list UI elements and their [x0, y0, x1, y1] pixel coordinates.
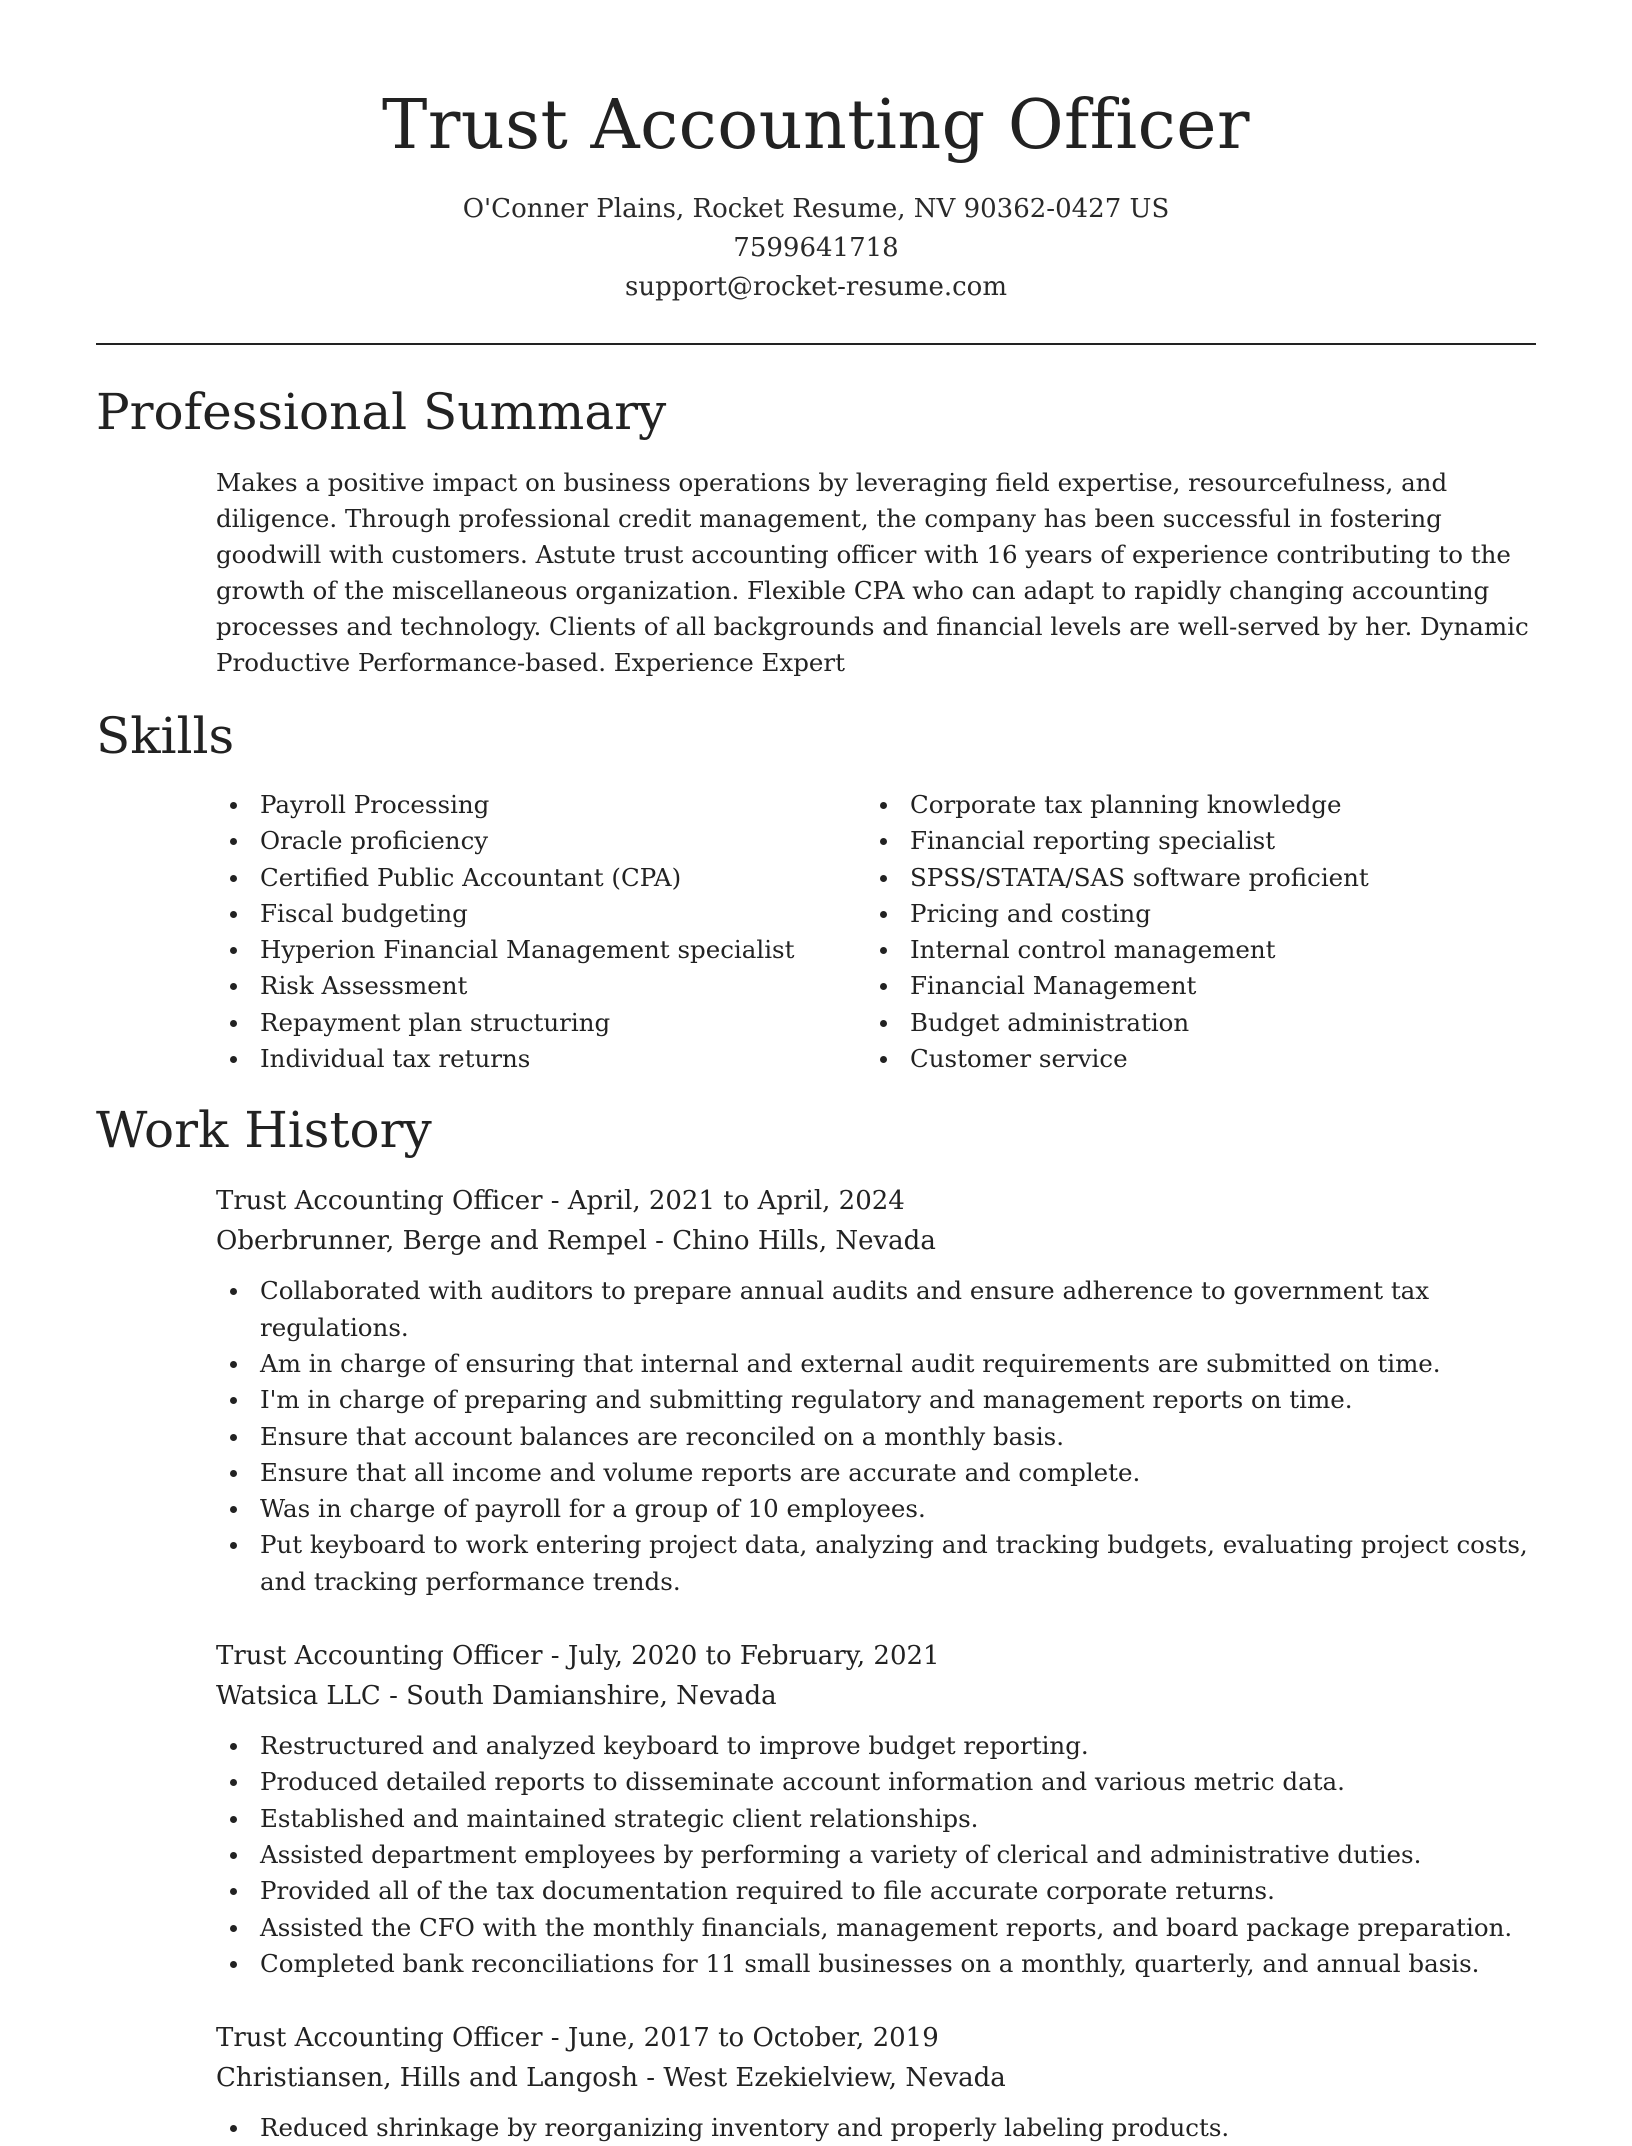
- resume-header: [0, 0, 1632, 307]
- job-entry: [216, 1181, 1536, 1600]
- job-title: Trust Accounting Officer: [216, 2023, 543, 2054]
- duty-item: Assisted department employees by performing a variety of clerical and administrative duties.: [216, 1837, 1536, 1873]
- skill-item: Certified Public Accountant (CPA): [216, 860, 866, 896]
- duty-item: Ensure that all income and volume reports are accurate and complete.: [216, 1455, 1536, 1491]
- skill-item: Budget administration: [866, 1005, 1369, 1041]
- skill-item: Hyperion Financial Management specialist: [216, 932, 866, 968]
- skill-item: Risk Assessment: [216, 968, 866, 1004]
- header-divider: [96, 343, 1536, 345]
- job-entry: [216, 1636, 1536, 1982]
- skill-item: Oracle proficiency: [216, 823, 866, 859]
- job-dates: June, 2017 to October, 2019: [567, 2023, 939, 2054]
- duty-item: Reduced shrinkage by reorganizing inventory and properly labeling products.: [216, 2110, 1536, 2146]
- duty-item: I'm in charge of preparing and submitting regulatory and management reports on time.: [216, 1382, 1536, 1418]
- job-title: Trust Accounting Officer: [216, 1186, 543, 1217]
- skill-item: Customer service: [866, 1041, 1369, 1077]
- contact-address: O'Conner Plains, Rocket Resume, NV 90362-0427 US: [462, 194, 1170, 224]
- skill-item: SPSS/STATA/SAS software proficient: [866, 860, 1369, 896]
- duty-item: Assisted the CFO with the monthly financials, management reports, and board package preparation.: [216, 1910, 1536, 1946]
- skills-list-right: [866, 787, 1369, 1077]
- skill-item: Financial reporting specialist: [866, 823, 1369, 859]
- skills-heading: Skills: [96, 707, 235, 765]
- job-employer-line: Watsica LLC - South Damianshire, Nevada: [216, 1681, 777, 1712]
- duty-item: Collaborated with auditors to prepare annual audits and ensure adherence to government tax regulations.: [216, 1273, 1536, 1346]
- job-company: Christiansen, Hills and Langosh: [216, 2063, 639, 2094]
- skill-item: Financial Management: [866, 968, 1369, 1004]
- summary-text: Makes a positive impact on business operations by leveraging field expertise, resourcefulness, and diligence. Through professional credit management, the company has been successful in fostering goodwill with customers. Astute trust accounting officer with 16 years of experience contributing to the growth of the miscellaneous organization. Flexible CPA who can adapt to rapidly changing accounting processes and technology. Clients of all backgrounds and financial levels are well-served by her. Dynamic Productive Performance-based. Experience Expert: [216, 468, 1529, 677]
- job-title: Trust Accounting Officer: [216, 1641, 543, 1672]
- job-location: Chino Hills, Nevada: [672, 1226, 936, 1257]
- skills-columns: [216, 787, 1536, 1077]
- skill-item: Corporate tax planning knowledge: [866, 787, 1369, 823]
- job-location: South Damianshire, Nevada: [406, 1681, 777, 1712]
- duty-item: Restructured and analyzed keyboard to improve budget reporting.: [216, 1728, 1536, 1764]
- job-title-line: Trust Accounting Officer - June, 2017 to October, 2019: [216, 2023, 939, 2054]
- job-dates: July, 2020 to February, 2021: [567, 1641, 940, 1672]
- job-company: Oberbrunner, Berge and Rempel: [216, 1226, 647, 1257]
- job-duties-list: [216, 2110, 1536, 2146]
- job-location: West Ezekielview, Nevada: [663, 2063, 1006, 2094]
- job-duties-list: [216, 1728, 1536, 1982]
- skills-list-left: [216, 787, 866, 1077]
- contact-phone: 7599641718: [733, 233, 899, 263]
- duty-item: Established and maintained strategic client relationships.: [216, 1801, 1536, 1837]
- duty-item: Completed bank reconciliations for 11 small businesses on a monthly, quarterly, and annual basis.: [216, 1946, 1536, 1982]
- skill-item: Repayment plan structuring: [216, 1005, 866, 1041]
- skill-item: Fiscal budgeting: [216, 896, 866, 932]
- job-employer-line: Christiansen, Hills and Langosh - West Ezekielview, Nevada: [216, 2063, 1006, 2094]
- contact-block: [0, 190, 1632, 307]
- job-title-line: Trust Accounting Officer - July, 2020 to February, 2021: [216, 1641, 940, 1672]
- skill-item: Pricing and costing: [866, 896, 1369, 932]
- work-history-heading: Work History: [96, 1101, 432, 1160]
- job-duties-list: [216, 1273, 1536, 1600]
- job-title-line: Trust Accounting Officer - April, 2021 to April, 2024: [216, 1186, 905, 1217]
- duty-item: Provided all of the tax documentation required to file accurate corporate returns.: [216, 1873, 1536, 1909]
- job-entry: [216, 2018, 1536, 2146]
- duty-item: Am in charge of ensuring that internal and external audit requirements are submitted on time.: [216, 1346, 1536, 1382]
- duty-item: Put keyboard to work entering project data, analyzing and tracking budgets, evaluating project costs, and tracking performance trends.: [216, 1527, 1536, 1600]
- duty-item: Was in charge of payroll for a group of 10 employees.: [216, 1491, 1536, 1527]
- duty-item: Ensure that account balances are reconciled on a monthly basis.: [216, 1419, 1536, 1455]
- contact-email: support@rocket-resume.com: [624, 272, 1007, 302]
- skill-item: Individual tax returns: [216, 1041, 866, 1077]
- resume-title: Trust Accounting Officer: [382, 86, 1250, 165]
- summary-heading: Professional Summary: [96, 383, 667, 441]
- job-company: Watsica LLC: [216, 1681, 381, 1712]
- duty-item: Produced detailed reports to disseminate account information and various metric data.: [216, 1764, 1536, 1800]
- skill-item: Payroll Processing: [216, 787, 866, 823]
- skill-item: Internal control management: [866, 932, 1369, 968]
- job-dates: April, 2021 to April, 2024: [567, 1186, 905, 1217]
- job-employer-line: Oberbrunner, Berge and Rempel - Chino Hills, Nevada: [216, 1226, 936, 1257]
